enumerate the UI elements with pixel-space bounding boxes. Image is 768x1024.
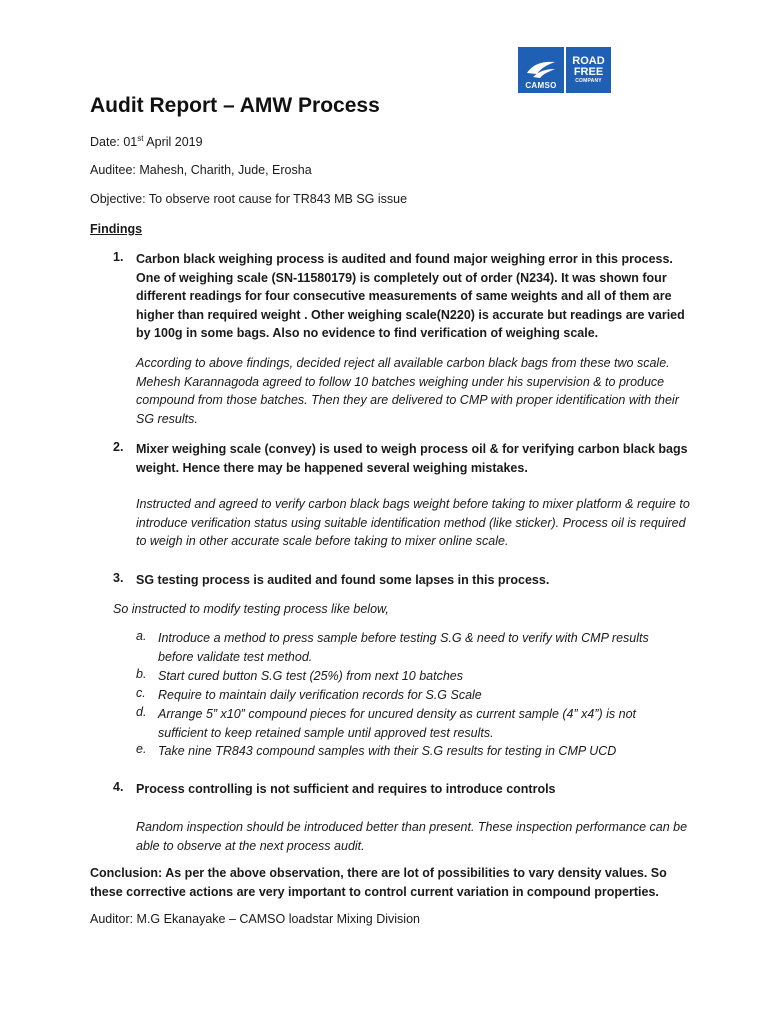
- subitem-letter: d.: [136, 705, 147, 719]
- logo-line-free: FREE: [573, 65, 604, 78]
- finding-text: Carbon black weighing process is audited and found major weighing error in this process. One of weighing scale (SN-11580179) is completely out of order (N234). It was shown four different readings for four consecutive measurements of same weights and all of them are higher than required weight . Other weighing scale(N220) is accurate but readings are varied by 100g in some bags. Also no evidence to find verification of weighing scale.: [136, 252, 685, 340]
- finding-action: Instructed and agreed to verify carbon black bags weight before taking to mixer platform & require to introduce verification status using suitable identification method (like sticker). Process oil is required to weigh in other accurate scale before taking to mixer online scale.: [136, 497, 690, 548]
- finding-number: 2.: [113, 440, 124, 454]
- finding-number: 1.: [113, 250, 124, 264]
- page-title: Audit Report – AMW Process: [90, 94, 380, 117]
- finding-action: Random inspection should be introduced better than present. These inspection performance can be able to observe at the next process audit.: [136, 820, 688, 853]
- logo-line-road: ROAD: [572, 54, 605, 67]
- logo-line-company: COMPANY: [575, 77, 602, 84]
- subitem-letter: e.: [136, 742, 147, 756]
- subitem-text: Require to maintain daily verification records for S.G Scale: [158, 688, 482, 702]
- subitem-text: Take nine TR843 compound samples with their S.G results for testing in CMP UCD: [158, 744, 617, 758]
- finding-action: According to above findings, decided reject all available carbon black bags from these two scale. Mehesh Karannagoda agreed to follow 10 batches weighing under his supervision & to produce compound from those batches. Then they are delivered to CMP with proper identification with their SG results.: [136, 356, 679, 426]
- auditor-line: Auditor: M.G Ekanayake – CAMSO loadstar Mixing Division: [90, 912, 420, 926]
- subitem-text: Introduce a method to press sample before testing S.G & need to verify with CMP results before validate test method.: [158, 631, 649, 664]
- date-suffix: April 2019: [143, 135, 203, 150]
- conclusion: Conclusion: As per the above observation, there are lot of possibilities to vary density values. So these corrective actions are very important to control current variation in compound properties.: [90, 866, 667, 899]
- objective-line: Objective: To observe root cause for TR843 MB SG issue: [90, 192, 408, 206]
- finding-number: 3.: [113, 571, 124, 585]
- camso-roadfree-logo: [518, 47, 611, 93]
- logo-brand-text: CAMSO: [525, 81, 557, 90]
- subitem-text: Start cured button S.G test (25%) from next 10 batches: [158, 669, 464, 683]
- subitem-letter: a.: [136, 629, 147, 643]
- subitem-text: Arrange 5” x10” compound pieces for uncured density as current sample (4” x4”) is not sufficient to keep retained sample until approved test results.: [158, 707, 637, 740]
- finding-number: 4.: [113, 780, 124, 794]
- date-prefix: Date: 01: [90, 135, 138, 150]
- finding-text: SG testing process is audited and found some lapses in this process.: [136, 573, 550, 587]
- finding-action: So instructed to modify testing process like below,: [113, 602, 389, 616]
- date-line: [90, 134, 203, 149]
- auditee-line: Auditee: Mahesh, Charith, Jude, Erosha: [90, 163, 312, 177]
- finding-text: Process controlling is not sufficient and requires to introduce controls: [136, 782, 556, 796]
- camso-logo-mark: [518, 47, 564, 93]
- date-superscript: st: [137, 134, 144, 143]
- roadfree-logo-text: [566, 47, 611, 93]
- subitem-letter: b.: [136, 667, 147, 681]
- subitem-letter: c.: [136, 686, 146, 700]
- finding-text: Mixer weighing scale (convey) is used to weigh process oil & for verifying carbon black bags weight. Hence there may be happened several weighing mistakes.: [136, 442, 688, 475]
- runner-icon: [524, 59, 558, 81]
- findings-heading: Findings: [90, 222, 143, 236]
